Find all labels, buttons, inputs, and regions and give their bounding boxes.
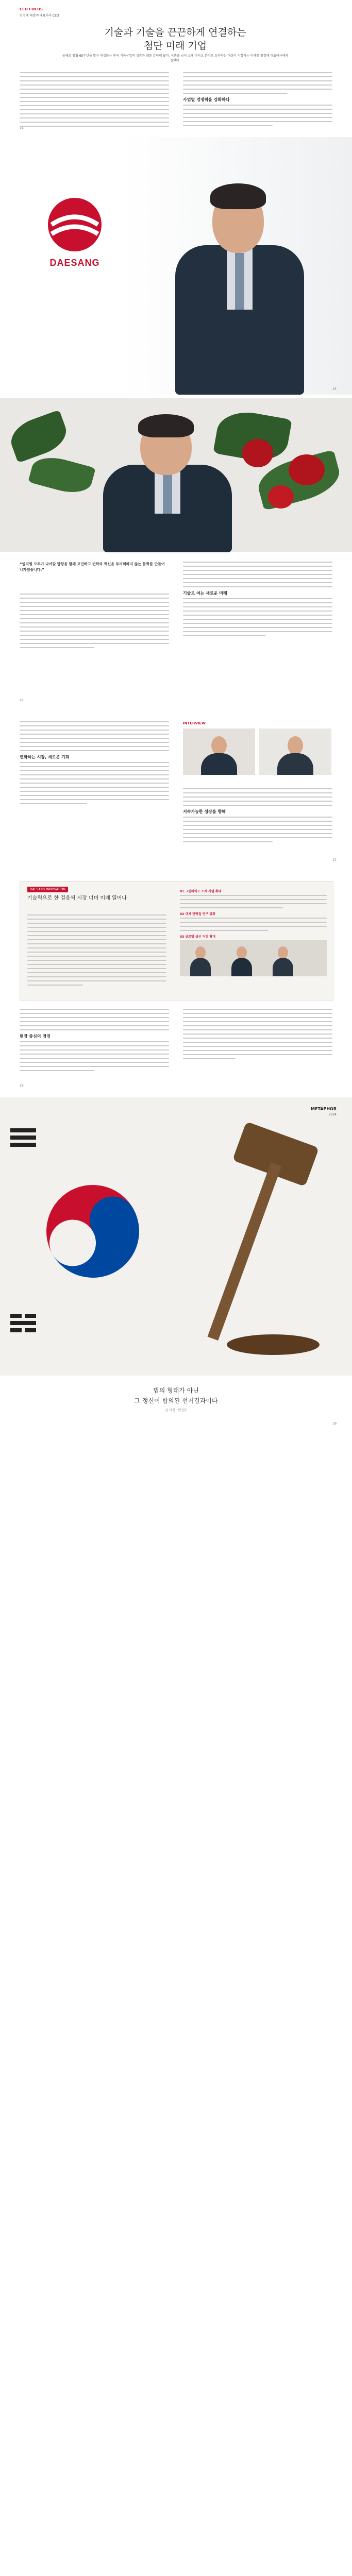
sidebar-tag: DAESANG INNOVATION [27,887,68,892]
subhead-1: 사업별 경쟁력을 강화하다 [183,97,230,102]
sidebar-item: 03 글로벌 생산 거점 확대 [180,935,215,939]
page-number: 26 [20,699,24,702]
cover-title-line2: 그 정신이 합의된 선거결과이다 [134,1397,218,1404]
portrait-person [155,163,325,395]
pull-quote: “임직원 모두가 나아갈 방향을 함께 고민하고 변화와 혁신을 두려워하지 않는 문화를 만들어 나가겠습니다.” [20,562,165,572]
ceo-line: 임정배 대상㈜ 대표이사 CEO [20,14,59,18]
body-col-left [20,594,169,651]
page-number: 25 [332,387,337,391]
interview-label: INTERVIEW [183,721,206,725]
page-number: 24 [20,127,24,130]
cover-title-line1: 법의 형태가 아닌 [153,1387,199,1394]
cover-background [0,1097,352,1376]
sidebar-box [20,881,333,1001]
sidebar-title: 기술력으로 한 걸음씩 시장 너머 미래 열어나 [27,895,127,901]
subhead-5: 현장 중심의 경영 [20,1034,51,1039]
sidebar-item: 02 대체 단백질 연구 강화 [180,912,215,916]
sidebar-body-left [27,914,166,989]
page-6 [0,1097,352,2576]
body-col-right [183,562,332,639]
daesang-emblem-icon [36,194,113,256]
page-5 [0,871,352,1092]
brand-wordmark: DAESANG [49,258,100,268]
subhead-3: 변화하는 시장, 새로운 기회 [20,755,70,759]
body-col-right [183,788,332,845]
gavel [206,1118,340,1365]
daesang-logo [36,194,113,271]
body-col-left [20,72,169,130]
subhead-2: 기술로 여는 새로운 미래 [183,591,227,596]
section-label: CEO FOCUS [20,7,43,11]
page-number: 27 [332,858,337,862]
article-title-line2: 첨단 미래 기업 [143,40,207,52]
cover-issue: 2024 [328,1113,337,1116]
page-2 [0,137,352,395]
sidebar-item: 01 그린바이오 소재 사업 확대 [180,890,222,893]
page-number: 28 [20,1084,24,1088]
subhead-4: 지속가능한 성장을 향해 [183,809,226,814]
photo-2 [0,398,352,552]
interview-photo-1 [183,728,255,775]
body-col-right [183,72,332,129]
cover-section-label: METAPHOR [311,1107,337,1111]
body-col-left [20,721,169,807]
body-col-left [20,1009,169,1074]
article-title-line1: 기술과 기술을 끈끈하게 연결하는 [104,27,246,38]
page-1 [0,0,352,134]
cover-byline: 글 사진 · 편집부 [165,1409,187,1412]
page-4 [0,711,352,866]
article-lead: 올해로 창립 65주년을 맞은 대상㈜는 한국 식품산업의 성장과 궤를 같이해 왔다. 식품을 넘어 소재·바이오 분야로 도약하는 대상이 지향하는 미래를 임정배 대표이사에게 들었다. [62,54,289,62]
interview-photo-2 [259,728,331,775]
page-3 [0,398,352,707]
sidebar-list [180,889,327,976]
body-col-right [183,1009,332,1062]
interview-box [183,721,332,783]
sidebar-photo [180,940,327,976]
page-number: 29 [332,1422,337,1426]
